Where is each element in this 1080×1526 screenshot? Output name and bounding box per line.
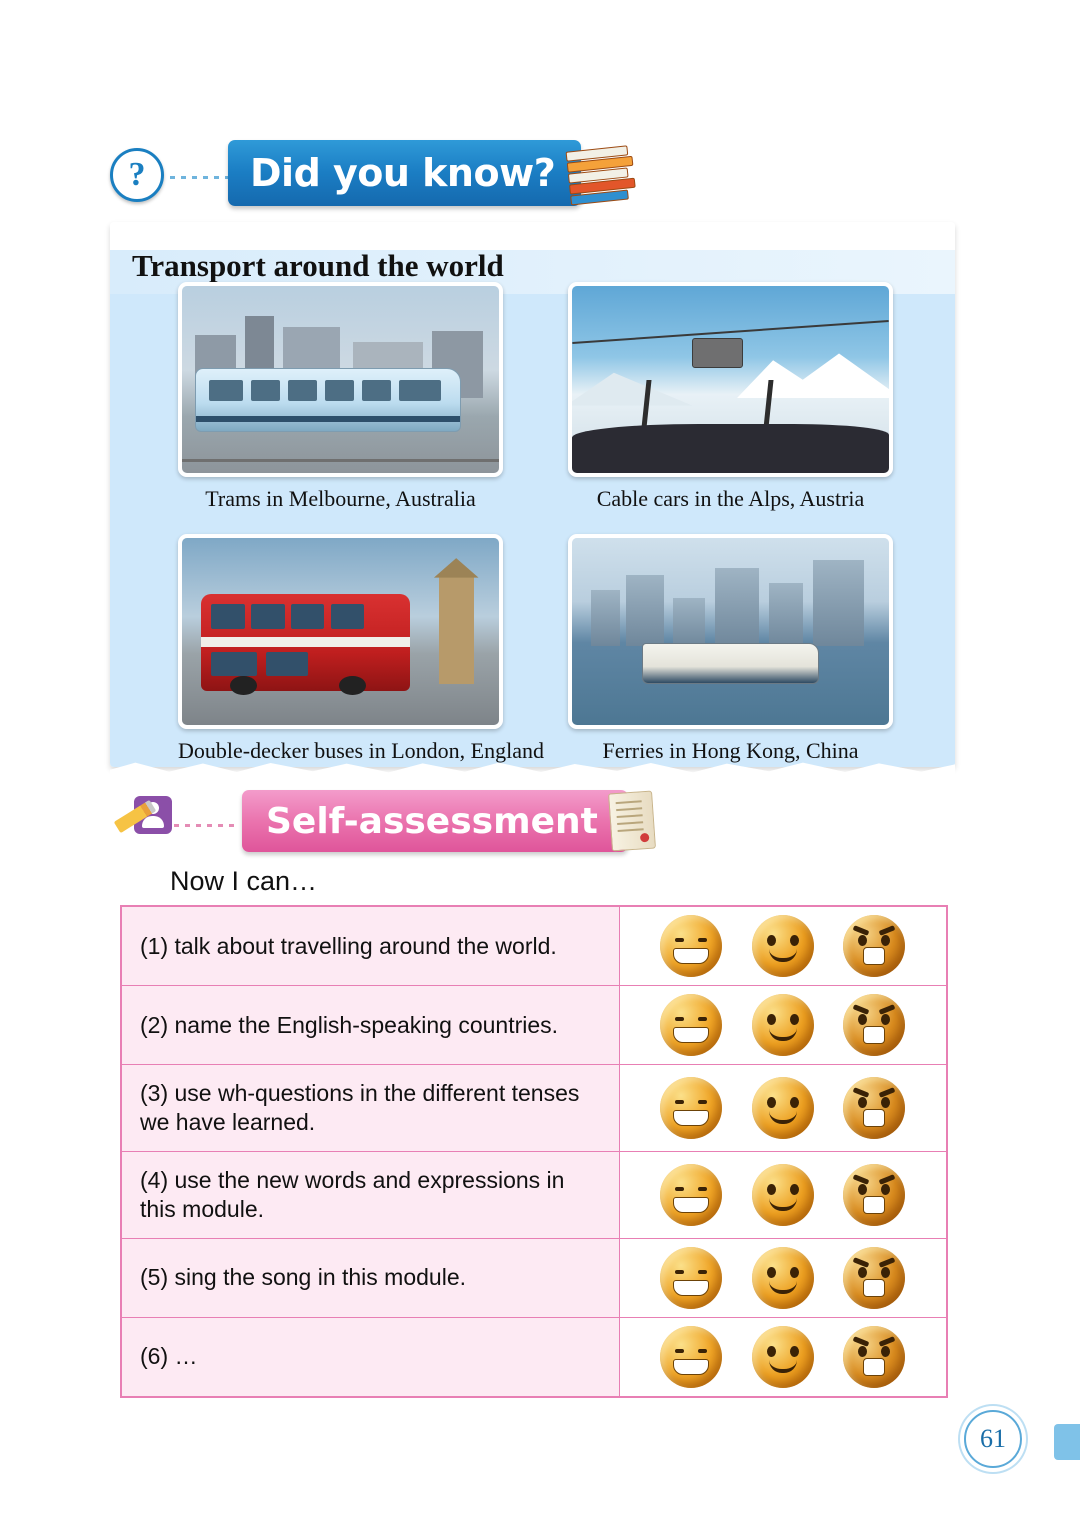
- happy-face-icon[interactable]: [660, 1164, 722, 1226]
- sad-face-icon[interactable]: [843, 1326, 905, 1388]
- neutral-face-icon[interactable]: [752, 1164, 814, 1226]
- did-you-know-banner: [228, 140, 581, 206]
- panel-title: Transport around the world: [132, 248, 504, 283]
- sad-face-icon[interactable]: [843, 915, 905, 977]
- sad-face-icon[interactable]: [843, 994, 905, 1056]
- neutral-face-icon[interactable]: [752, 1326, 814, 1388]
- now-i-can-label: Now I can…: [170, 866, 318, 896]
- table-row: [121, 986, 947, 1065]
- statement-cell: (1) talk about travelling around the world.: [121, 906, 619, 986]
- neutral-face-icon[interactable]: [752, 1077, 814, 1139]
- page-number: 61: [964, 1410, 1022, 1468]
- did-you-know-title: Did you know?: [250, 151, 556, 195]
- face-options-cell: [619, 1317, 947, 1397]
- statement-cell: (3) use wh-questions in the different tenses we have learned.: [121, 1065, 619, 1152]
- face-options-cell: [619, 1065, 947, 1152]
- photo-caption: Trams in Melbourne, Australia: [205, 486, 476, 511]
- photo-item-ferry: [568, 534, 893, 764]
- table-row: [121, 1317, 947, 1397]
- face-options-cell: [619, 1151, 947, 1238]
- face-options-cell: [619, 1238, 947, 1317]
- tram-photo: [178, 282, 503, 477]
- dotted-connector: [170, 176, 232, 179]
- table-row: [121, 906, 947, 986]
- self-assessment-table: [120, 905, 948, 1398]
- did-you-know-header: [110, 140, 670, 212]
- neutral-face-icon[interactable]: [752, 915, 814, 977]
- cable-car-photo: [568, 282, 893, 477]
- statement-cell: (2) name the English-speaking countries.: [121, 986, 619, 1065]
- sad-face-icon[interactable]: [843, 1164, 905, 1226]
- photo-item-cable-car: [568, 282, 893, 512]
- statement-cell: (5) sing the song in this module.: [121, 1238, 619, 1317]
- photo-caption: Double-decker buses in London, England: [178, 738, 544, 763]
- ferry-photo: [568, 534, 893, 729]
- photo-caption: Cable cars in the Alps, Austria: [596, 486, 865, 511]
- double-decker-bus-photo: [178, 534, 503, 729]
- statement-cell: (4) use the new words and expressions in this module.: [121, 1151, 619, 1238]
- table-row: [121, 1065, 947, 1152]
- face-options-cell: [619, 986, 947, 1065]
- table-row: [121, 1151, 947, 1238]
- sad-face-icon[interactable]: [843, 1077, 905, 1139]
- question-mark-icon: ?: [110, 148, 164, 202]
- neutral-face-icon[interactable]: [752, 1247, 814, 1309]
- happy-face-icon[interactable]: [660, 1326, 722, 1388]
- sad-face-icon[interactable]: [843, 1247, 905, 1309]
- table-row: [121, 1238, 947, 1317]
- face-options-cell: [619, 906, 947, 986]
- statement-cell: (6) …: [121, 1317, 619, 1397]
- happy-face-icon[interactable]: [660, 1077, 722, 1139]
- dotted-connector: [174, 824, 238, 827]
- books-icon: [559, 138, 647, 208]
- self-assessment-banner: [242, 790, 628, 852]
- happy-face-icon[interactable]: [660, 1247, 722, 1309]
- neutral-face-icon[interactable]: [752, 994, 814, 1056]
- transport-panel: [110, 222, 955, 767]
- happy-face-icon[interactable]: [660, 994, 722, 1056]
- photo-caption: Ferries in Hong Kong, China: [602, 738, 859, 763]
- photo-item-bus: [178, 534, 544, 764]
- happy-face-icon[interactable]: [660, 915, 722, 977]
- photo-item-tram: [178, 282, 503, 512]
- page-edge-tab: [1054, 1424, 1080, 1460]
- self-assessment-title: Self-assessment: [266, 800, 598, 842]
- scroll-icon: [608, 791, 656, 852]
- pencil-person-icon: [118, 796, 172, 850]
- self-assessment-header: [110, 790, 690, 856]
